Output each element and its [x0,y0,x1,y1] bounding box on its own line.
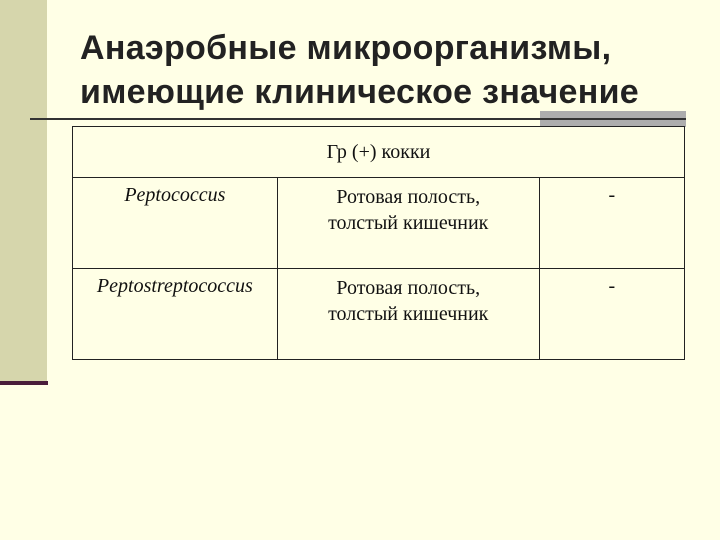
habitat-line-1: Ротовая полость, [336,277,481,299]
table-row [73,269,685,360]
slide-title [80,26,700,114]
habitat-cell [277,178,539,269]
table-header-row [73,127,685,178]
slide-title-line-2: имеющие клиническое значение [80,73,640,111]
organism-name-cell: Peptococcus [73,178,278,269]
microorganism-table [72,126,685,360]
habitat-line-1: Ротовая полость, [336,186,481,208]
table-row [73,178,685,269]
organism-name-cell: Peptostreptococcus [73,269,278,360]
value-cell: - [539,178,684,269]
habitat-line-2: толстый кишечник [328,303,489,325]
habitat-cell [277,269,539,360]
left-bar-underline [0,381,48,385]
table-header-cell: Гр (+) кокки [73,127,685,178]
left-decorative-bar [0,0,47,383]
slide-title-line-1: Анаэробные микроорганизмы, [80,29,612,67]
title-rule [30,118,686,120]
habitat-line-2: толстый кишечник [328,212,489,234]
value-cell: - [539,269,684,360]
